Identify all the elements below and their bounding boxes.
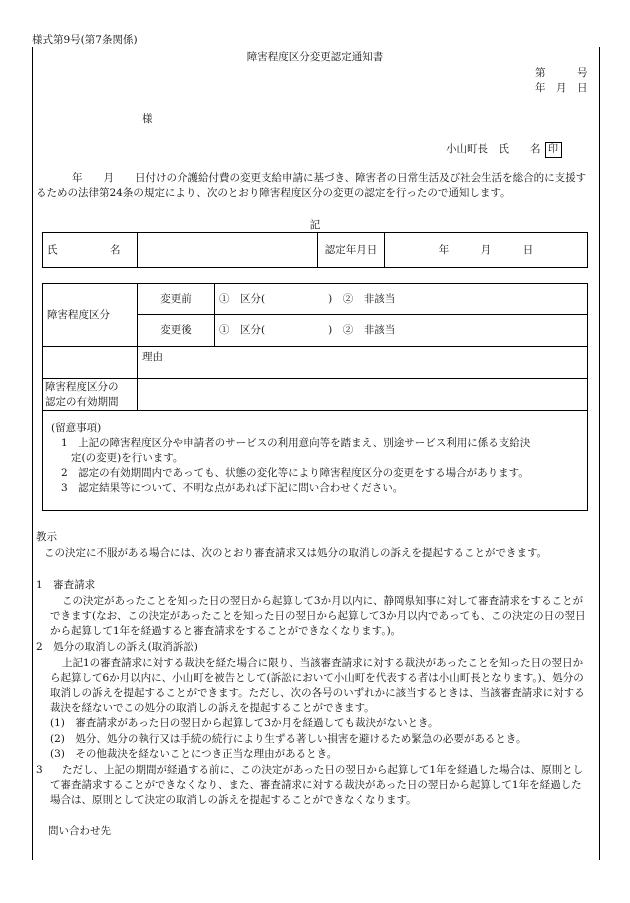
validity-value xyxy=(138,379,588,411)
form-number: 様式第9号(第7条関係) xyxy=(32,34,138,46)
appeal-title: 1 審査請求 xyxy=(36,579,96,591)
notice-body: 年 月 日付けの介護給付費の変更支給申請に基づき、障害者の日常生活及び社会生活を総合的に支援するための法律第24条の規定により、次のとおり障害程度区分の変更の認定を行ったので通知します。 xyxy=(36,172,587,199)
note-item: 2 認定の有効期間内であっても、状態の変化等により障害程度区分の変更をする場合があります。 xyxy=(61,467,529,479)
section-3-number: 3 xyxy=(36,764,43,776)
category-table xyxy=(42,283,588,511)
certification-date-label: 認定年月日 xyxy=(318,233,385,268)
lawsuit-body: 上記1の審査請求に対する裁決を経た場合に限り、当該審査請求に対する裁決があったことを知った日の翌日から起算して6か月以内に、小山町を被告として(訴訟において小山町を代表する者は小山町長となります。)、処分の取消しの訴えを提起することができます。ただし、次の各号のいずれかに該当するときは、当該審査請求に対する裁決を経ないでこの処分の取消しの訴えを提起することができます。 xyxy=(50,657,585,714)
seal-mark: 印 xyxy=(545,142,562,158)
reason-spacer xyxy=(43,347,138,379)
issuer-name: 小山町長 氏 名 xyxy=(446,143,541,155)
appeal-body: この決定があったことを知った日の翌日から起算して3か月以内に、静岡県知事に対して審査請求をすることができます(なお、この決定があったことを知った日の翌日から起算して3か月以内であっても、この決定の日の翌日から起算して1年を経過すると審査請求をすることができなくなります。)。 xyxy=(50,595,586,637)
after-options: ① 区分( ) ② 非該当 xyxy=(215,315,588,347)
validity-label xyxy=(43,379,138,411)
instructions-heading: 教示 xyxy=(36,531,57,543)
notes-cell xyxy=(43,411,588,511)
before-options: ① 区分( ) ② 非該当 xyxy=(215,284,588,315)
document-number: 第 号 xyxy=(535,67,588,79)
lawsuit-item: (3) その他裁決を経ないことにつき正当な理由があるとき。 xyxy=(50,748,338,760)
validity-label-line-2: 認定の有効期間 xyxy=(45,395,119,408)
note-item: 3 認定結果等について、不明な点があれば下記に問い合わせください。 xyxy=(61,482,404,494)
ki-mark: 記 xyxy=(309,219,321,231)
document-title: 障害程度区分変更認定通知書 xyxy=(246,51,384,63)
notes-heading: (留意事項) xyxy=(51,422,102,434)
contact-label: 問い合わせ先 xyxy=(48,825,111,837)
reason-cell: 理由 xyxy=(138,347,588,379)
validity-label-line-1: 障害程度区分の xyxy=(45,380,119,393)
issue-date: 年 月 日 xyxy=(535,82,588,94)
lawsuit-title: 2 処分の取消しの訴え(取消訴訟) xyxy=(36,641,198,653)
after-label: 変更後 xyxy=(138,315,215,347)
certification-date-value: 年 月 日 xyxy=(385,233,588,268)
applicant-table xyxy=(42,232,588,268)
lawsuit-item: (2) 処分、処分の執行又は手続の続行により生ずる著しい損害を避けるため緊急の必要があるとき。 xyxy=(50,733,527,745)
deadline-body: ただし、上記の期間が経過する前に、この決定があった日の翌日から起算して1年を経過した場合は、原則として審査請求することができなくなり、また、審査請求に対する裁決があった日の翌日から起算して1年を経過した場合は、原則として決定の取消しの訴えを提起することができなくなります。 xyxy=(50,764,584,806)
name-value xyxy=(138,233,318,268)
note-item: 定(の変更)を行います。 xyxy=(71,452,184,464)
before-label: 変更前 xyxy=(138,284,215,315)
note-item: 1 上記の障害程度区分や申請者のサービスの利用意向等を踏まえ、別途サービス利用に係る支給決 xyxy=(61,437,531,449)
addressee: 様 xyxy=(142,113,153,125)
lawsuit-item: (1) 審査請求があった日の翌日から起算して3か月を経過しても裁決がないとき。 xyxy=(50,717,439,729)
instructions-intro: この決定に不服がある場合には、次のとおり審査請求又は処分の取消しの訴えを提起することができます。 xyxy=(44,547,548,559)
name-label: 氏 名 xyxy=(43,233,138,268)
issuer xyxy=(446,142,562,158)
category-label: 障害程度区分 xyxy=(43,284,138,347)
